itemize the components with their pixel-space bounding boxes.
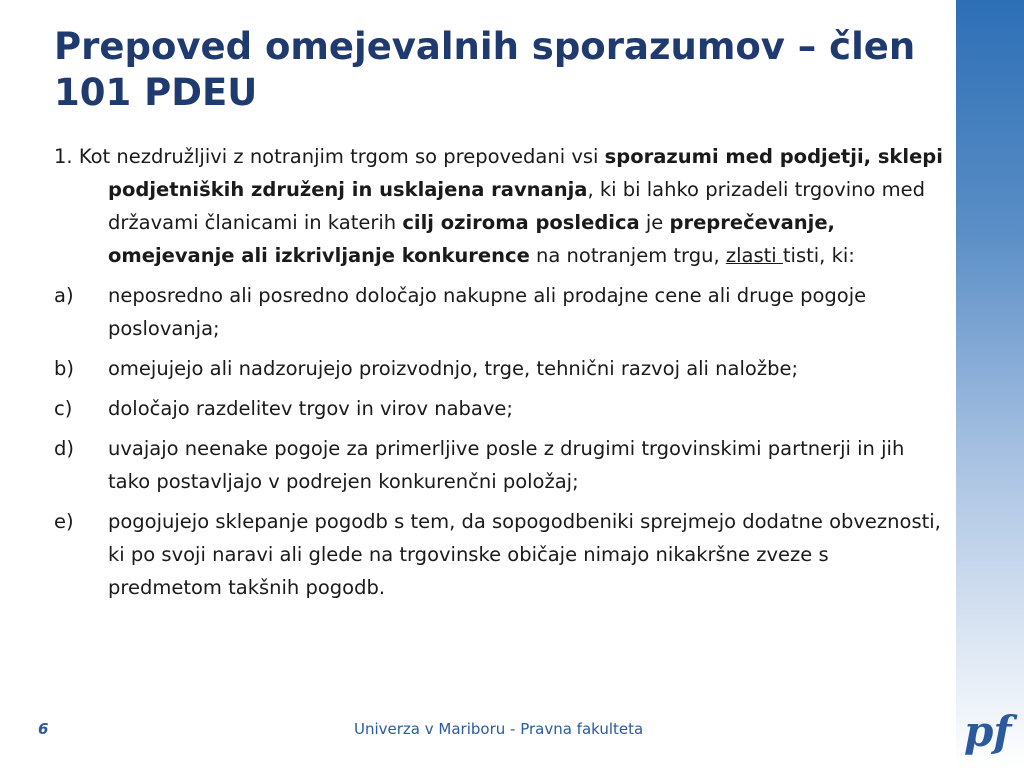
page-number: 6 <box>38 720 49 738</box>
list-item-c <box>54 392 944 425</box>
intro-text: tisti, ki: <box>782 244 855 267</box>
slide-content <box>54 140 944 611</box>
list-item-text: pogojujejo sklepanje pogodb s tem, da sopogodbeniki sprejmejo dodatne obveznosti, ki po svoji naravi ali glede na trgovinske običaje nimajo nikakršne zveze s predmetom takšnih pogodb. <box>108 510 941 599</box>
decorative-side-bar <box>956 0 1024 768</box>
intro-bold-3: preprečevanje, omejevanje ali izkrivljanje konkurence <box>108 211 835 267</box>
list-item-e <box>54 505 944 604</box>
slide-title: Prepoved omejevalnih sporazumov – člen 101 PDEU <box>54 25 916 114</box>
list-marker: c) <box>54 397 73 420</box>
list-item-text: uvajajo neenake pogoje za primerljive posle z drugimi trgovinskimi partnerji in jih tako postavljajo v podrejen konkurenčni položaj; <box>108 437 905 493</box>
intro-underlined: zlasti <box>725 244 783 267</box>
list-marker: e) <box>54 510 74 533</box>
intro-bold-2: cilj oziroma posledica <box>402 211 640 234</box>
svg-text:pf: pf <box>964 707 1012 756</box>
intro-bold-1: sporazumi med podjetji, sklepi podjetniških združenj in usklajena ravnanja <box>108 145 943 201</box>
list-marker: b) <box>54 357 74 380</box>
list-item-a <box>54 279 944 345</box>
list-item-b <box>54 352 944 385</box>
intro-text: Kot nezdružljivi z notranjim trgom so prepovedani vsi <box>78 145 605 168</box>
list-item-text: določajo razdelitev trgov in virov nabave; <box>108 397 513 420</box>
intro-text: je <box>639 211 670 234</box>
list-marker: a) <box>54 284 74 307</box>
list-item-d <box>54 432 944 498</box>
list-marker: 1. <box>54 145 73 168</box>
footer-institution: Univerza v Mariboru - Pravna fakulteta <box>354 720 644 738</box>
list-marker: d) <box>54 437 74 460</box>
faculty-logo-icon <box>962 706 1018 760</box>
intro-text: na notranjem trgu, <box>529 244 726 267</box>
intro-paragraph <box>54 140 944 272</box>
list-item-text: omejujejo ali nadzorujejo proizvodnjo, trge, tehnični razvoj ali naložbe; <box>108 357 799 380</box>
list-item-text: neposredno ali posredno določajo nakupne ali prodajne cene ali druge pogoje poslovanja; <box>108 284 867 340</box>
intro-text: , ki bi lahko prizadeli trgovino med državami članicami in katerih <box>108 178 926 234</box>
